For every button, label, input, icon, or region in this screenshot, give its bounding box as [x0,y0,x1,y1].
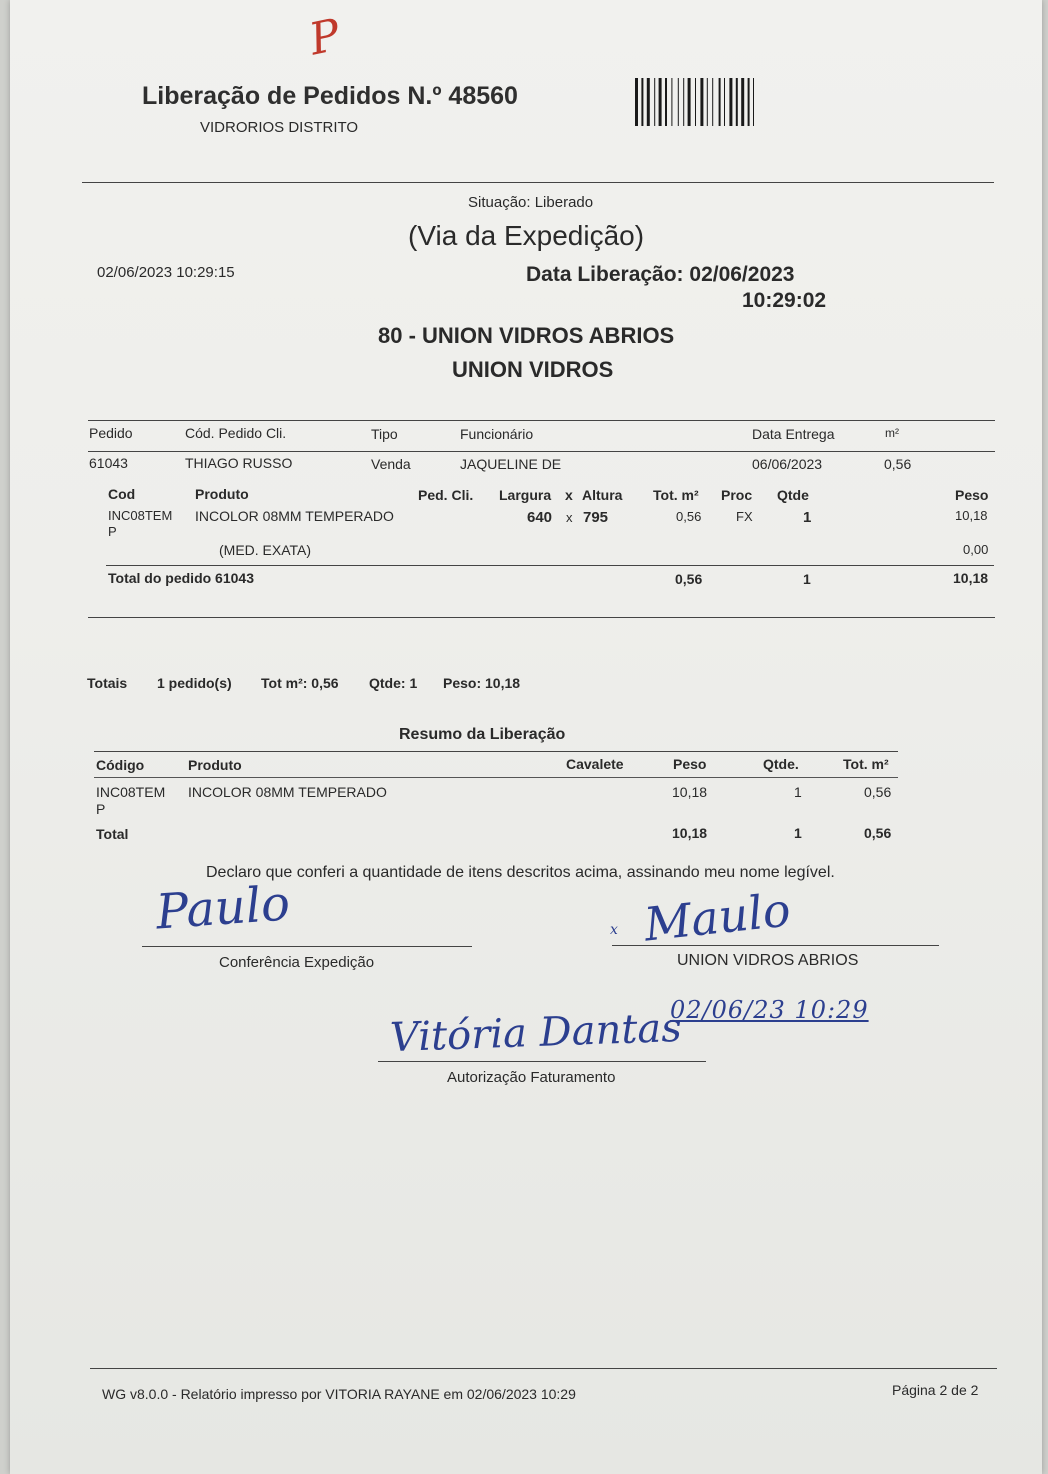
signature-cliente: Maulo [641,882,793,952]
totals-pedidos: 1 pedido(s) [157,675,232,691]
header-divider [82,182,994,183]
totals-tot-m2: Tot m²: 0,56 [261,675,339,691]
barcode-bar [683,78,684,126]
resumo-col-produto: Produto [188,757,242,773]
handwritten-date: 02/06/23 10:29 [670,996,869,1024]
item-tot-m2: 0,56 [676,509,702,524]
document-page [10,0,1042,1474]
order-cod-cli: THIAGO RUSSO [185,455,293,471]
col-proc: Proc [721,487,753,503]
item-produto: INCOLOR 08MM TEMPERADO [195,508,394,524]
barcode-bar [712,78,713,126]
resumo-title: Resumo da Liberação [399,726,566,743]
totals-peso: Peso: 10,18 [443,675,521,691]
resumo-peso: 10,18 [672,784,708,800]
footer-rule [90,1368,997,1369]
order-total-label: Total do pedido 61043 [108,570,254,586]
col-cod: Cod [108,486,136,502]
order-total-m2: 0,56 [675,571,703,587]
resumo-col-qtde: Qtde. [763,756,799,772]
barcode-bar [724,78,725,126]
col-pedido: Pedido [89,425,133,441]
col-ped-cli: Ped. Cli. [418,487,474,503]
data-liberacao: Data Liberação: 02/06/2023 [526,263,795,286]
barcode-bar [647,78,650,126]
barcode-bar [729,78,732,126]
resumo-total-label: Total [96,826,129,842]
totals-label: Totais [87,675,128,691]
client-name: 80 - UNION VIDROS ABRIOS [378,323,675,348]
document-title: Liberação de Pedidos N.º 48560 [142,82,518,110]
order-table-top-rule [88,420,995,421]
signature-cliente-mark: x [610,922,618,938]
resumo-cod-line2: P [96,801,106,817]
barcode-bar [719,78,721,126]
signature-label-conferencia: Conferência Expedição [219,954,375,971]
order-m2: 0,56 [884,456,912,472]
signature-conferencia: Paulo [154,875,292,941]
item-obs-peso: 0,00 [963,542,989,557]
signature-autorizacao: Vitória Dantas [389,1004,683,1062]
barcode-bar [695,78,696,126]
resumo-qtde: 1 [794,784,802,800]
item-qtde: 1 [803,509,812,526]
col-data-entrega: Data Entrega [752,426,835,442]
order-total-qtde: 1 [803,571,811,587]
resumo-cod-line1: INC08TEM [96,784,166,800]
resumo-tot-m2: 0,56 [864,784,892,800]
item-proc: FX [736,509,753,524]
barcode-bar [659,78,662,126]
col-tot-m2: Tot. m² [653,487,699,503]
barcode-bar [748,78,750,126]
col-x: x [565,487,573,503]
barcode-bar [736,78,738,126]
signature-line-cliente [612,945,939,946]
handwritten-p-mark: P [305,9,345,66]
resumo-top-rule [94,751,898,752]
item-altura: 795 [583,509,609,526]
col-m2: m² [885,426,899,440]
resumo-total-m2: 0,56 [864,825,892,841]
printed-datetime: 02/06/2023 10:29:15 [97,264,235,281]
order-data-entrega: 06/06/2023 [752,456,823,472]
signature-line-autorizacao [378,1061,706,1062]
order-total-peso: 10,18 [953,570,989,586]
barcode-bar [665,78,667,126]
col-produto: Produto [195,486,249,502]
resumo-total-qtde: 1 [794,825,802,841]
footer-page-number: Página 2 de 2 [892,1382,979,1398]
order-pedido: 61043 [89,455,128,471]
client-short-name: UNION VIDROS [452,357,614,382]
signature-label-autorizacao: Autorização Faturamento [447,1069,616,1086]
situacao-label: Situação: Liberado [468,194,594,211]
totals-qtde: Qtde: 1 [369,675,418,691]
col-altura: Altura [582,487,623,503]
order-table-header-rule [88,451,995,452]
resumo-col-codigo: Código [96,757,145,773]
barcode-bar [753,78,754,126]
resumo-col-tot-m2: Tot. m² [843,756,889,772]
col-largura: Largura [499,487,552,503]
items-total-rule [106,565,994,566]
resumo-col-peso: Peso [673,756,707,772]
barcode-bar [635,78,638,126]
footer-print-info: WG v8.0.0 - Relatório impresso por VITORIA RAYANE em 02/06/2023 10:29 [102,1386,576,1402]
via-label: (Via da Expedição) [408,220,645,251]
barcode-bar [688,78,691,126]
barcode-bar [741,78,744,126]
order-funcionario: JAQUELINE DE [460,456,562,472]
signature-label-cliente: UNION VIDROS ABRIOS [677,952,859,969]
signature-line-conferencia [142,946,472,947]
item-cod-line2: P [108,524,117,539]
barcode-image [635,78,795,126]
resumo-produto: INCOLOR 08MM TEMPERADO [188,784,387,800]
barcode-bar [707,78,708,126]
company-name: VIDRORIOS DISTRITO [200,119,359,136]
barcode-bar [678,78,679,126]
resumo-header-rule [94,777,898,778]
barcode-bar [700,78,703,126]
barcode-bar [671,78,672,126]
resumo-total-peso: 10,18 [672,825,708,841]
barcode-bar [654,78,655,126]
col-cod-pedido-cli: Cód. Pedido Cli. [185,425,287,441]
item-cod-line1: INC08TEM [108,508,173,523]
col-peso: Peso [955,487,989,503]
order-table-bottom-rule [88,617,995,618]
item-peso: 10,18 [955,508,988,523]
item-largura: 640 [527,509,553,526]
item-x: x [566,510,573,525]
resumo-col-cavalete: Cavalete [566,756,624,772]
declaration-text: Declaro que conferi a quantidade de itens descritos acima, assinando meu nome legível. [206,864,835,881]
item-obs: (MED. EXATA) [219,542,312,558]
col-funcionario: Funcionário [460,426,534,442]
hora-liberacao: 10:29:02 [742,289,827,312]
col-tipo: Tipo [371,426,398,442]
barcode-bar [641,78,643,126]
order-tipo: Venda [371,456,411,472]
col-qtde: Qtde [777,487,809,503]
